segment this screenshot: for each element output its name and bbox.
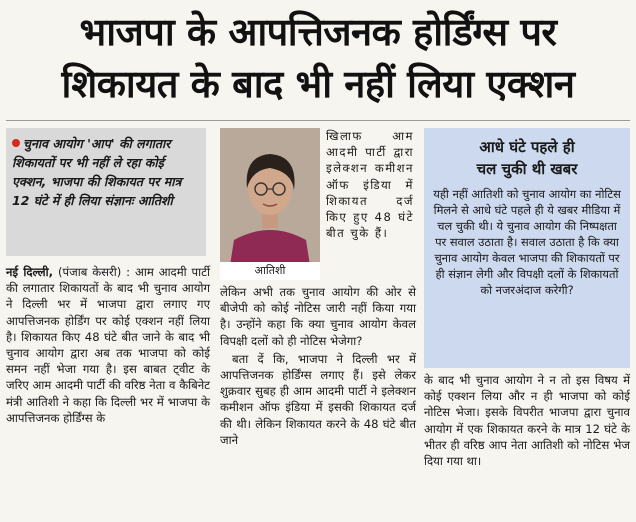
sidebar-box xyxy=(424,128,630,368)
photo-caption: आतिशी xyxy=(220,262,320,280)
bullet-icon xyxy=(12,139,20,147)
sidebar-text: यही नहीं आतिशी को चुनाव आयोग का नोटिस मिलने से आधे घंटे पहले ही ये खबर मीडिया में चल चुकी थी। ये चुनाव आयोग की निष्पक्षता पर सवाल उठाता है। सवाल उठाता है कि क्या चुनाव आयोग केवल भाजपा की शिकायतों पर ही संज्ञान लेगी और विपक्षी दलों के शिकायतों को नजरअंदाज करेगी? xyxy=(433,187,621,297)
article-paragraph: बता दें कि, भाजपा ने दिल्ली भर में आपत्तिजनक होर्डिंग्स लगाए हैं। इसे लेकर शुक्रवार सुबह ही आम आदमी पार्टी ने इलेक्शन कमीशन ऑफ इंडिया में इसकी शिकायत दर्ज की थी। लेकिन शिकायत करने के 48 घंटे बीत जाने xyxy=(220,351,416,447)
source-credit: (पंजाब केसरी) : xyxy=(57,265,131,279)
article-text-1: आम आदमी पार्टी की लगातार शिकायतों के बाद भी चुनाव आयोग ने दिल्ली भर में भाजपा द्वारा लगाए गए आपत्तिजनक होर्डिंग पर कोई एक्शन नहीं लिया है। शिकायत किए 48 घंटे बीत जाने के बाद भी चुनाव आयोग द्वारा अब तक भाजपा को कोई समन नहीं भेजा गया है। इस बाबत ट्वीट के जरिए आम आदमी पार्टी की वरिष्ठ नेता व कैबिनेट मंत्री आतिशी ने कहा कि दिल्ली भर में भाजपा के आपत्तिजनक होर्डिंग्स के xyxy=(6,265,210,425)
article-column-3: के बाद भी चुनाव आयोग ने न तो इस विषय में कोई एक्शन लिया और न ही भाजपा को कोई नोटिस भेजा। इसके विपरीत भाजपा द्वारा चुनाव आयोग में एक शिकायत करने के मात्र 12 घंटे के भीतर ही वरिष्ठ आप नेता आतिशी को नोटिस भेज दिया गया था। xyxy=(424,373,630,469)
article-paragraph: लेकिन अभी तक चुनाव आयोग की ओर से बीजेपी को कोई नोटिस जारी नहीं किया गया है। उन्होंने कहा कि क्या चुनाव आयोग केवल विपक्षी दलों को ही नोटिस भेजेगा? xyxy=(220,285,416,348)
portrait-photo xyxy=(220,128,320,278)
article-column-1 xyxy=(6,264,210,426)
headline-line-2: शिकायत के बाद भी नहीं लिया एक्शन xyxy=(61,62,575,106)
subheadline-box xyxy=(6,128,206,256)
divider xyxy=(6,120,630,121)
article-column-2-top: खिलाफ आम आदमी पार्टी द्वारा इलेक्शन कमीशन ऑफ इंडिया में शिकायत दर्ज किए हुए 48 घंटे बीत चुके हैं। xyxy=(326,129,414,241)
headline-line-1: भाजपा के आपत्तिजनक होर्डिंग्स पर xyxy=(79,10,557,54)
dateline: नई दिल्ली, xyxy=(6,265,54,279)
article-column-2 xyxy=(220,284,416,448)
headline xyxy=(6,6,630,110)
sidebar-title xyxy=(432,136,622,180)
sidebar-title-line-2: चल चुकी थी खबर xyxy=(476,160,578,178)
person-portrait-icon xyxy=(220,128,320,278)
sidebar-title-line-1: आधे घंटे पहले ही xyxy=(479,138,575,156)
subheadline-text: चुनाव आयोग 'आप' की लगातार शिकायतों पर भी नहीं ले रहा कोई एक्शन, भाजपा की शिकायत पर मात्र 12 घंटे में ही लिया संज्ञानः आतिशी xyxy=(12,136,182,208)
